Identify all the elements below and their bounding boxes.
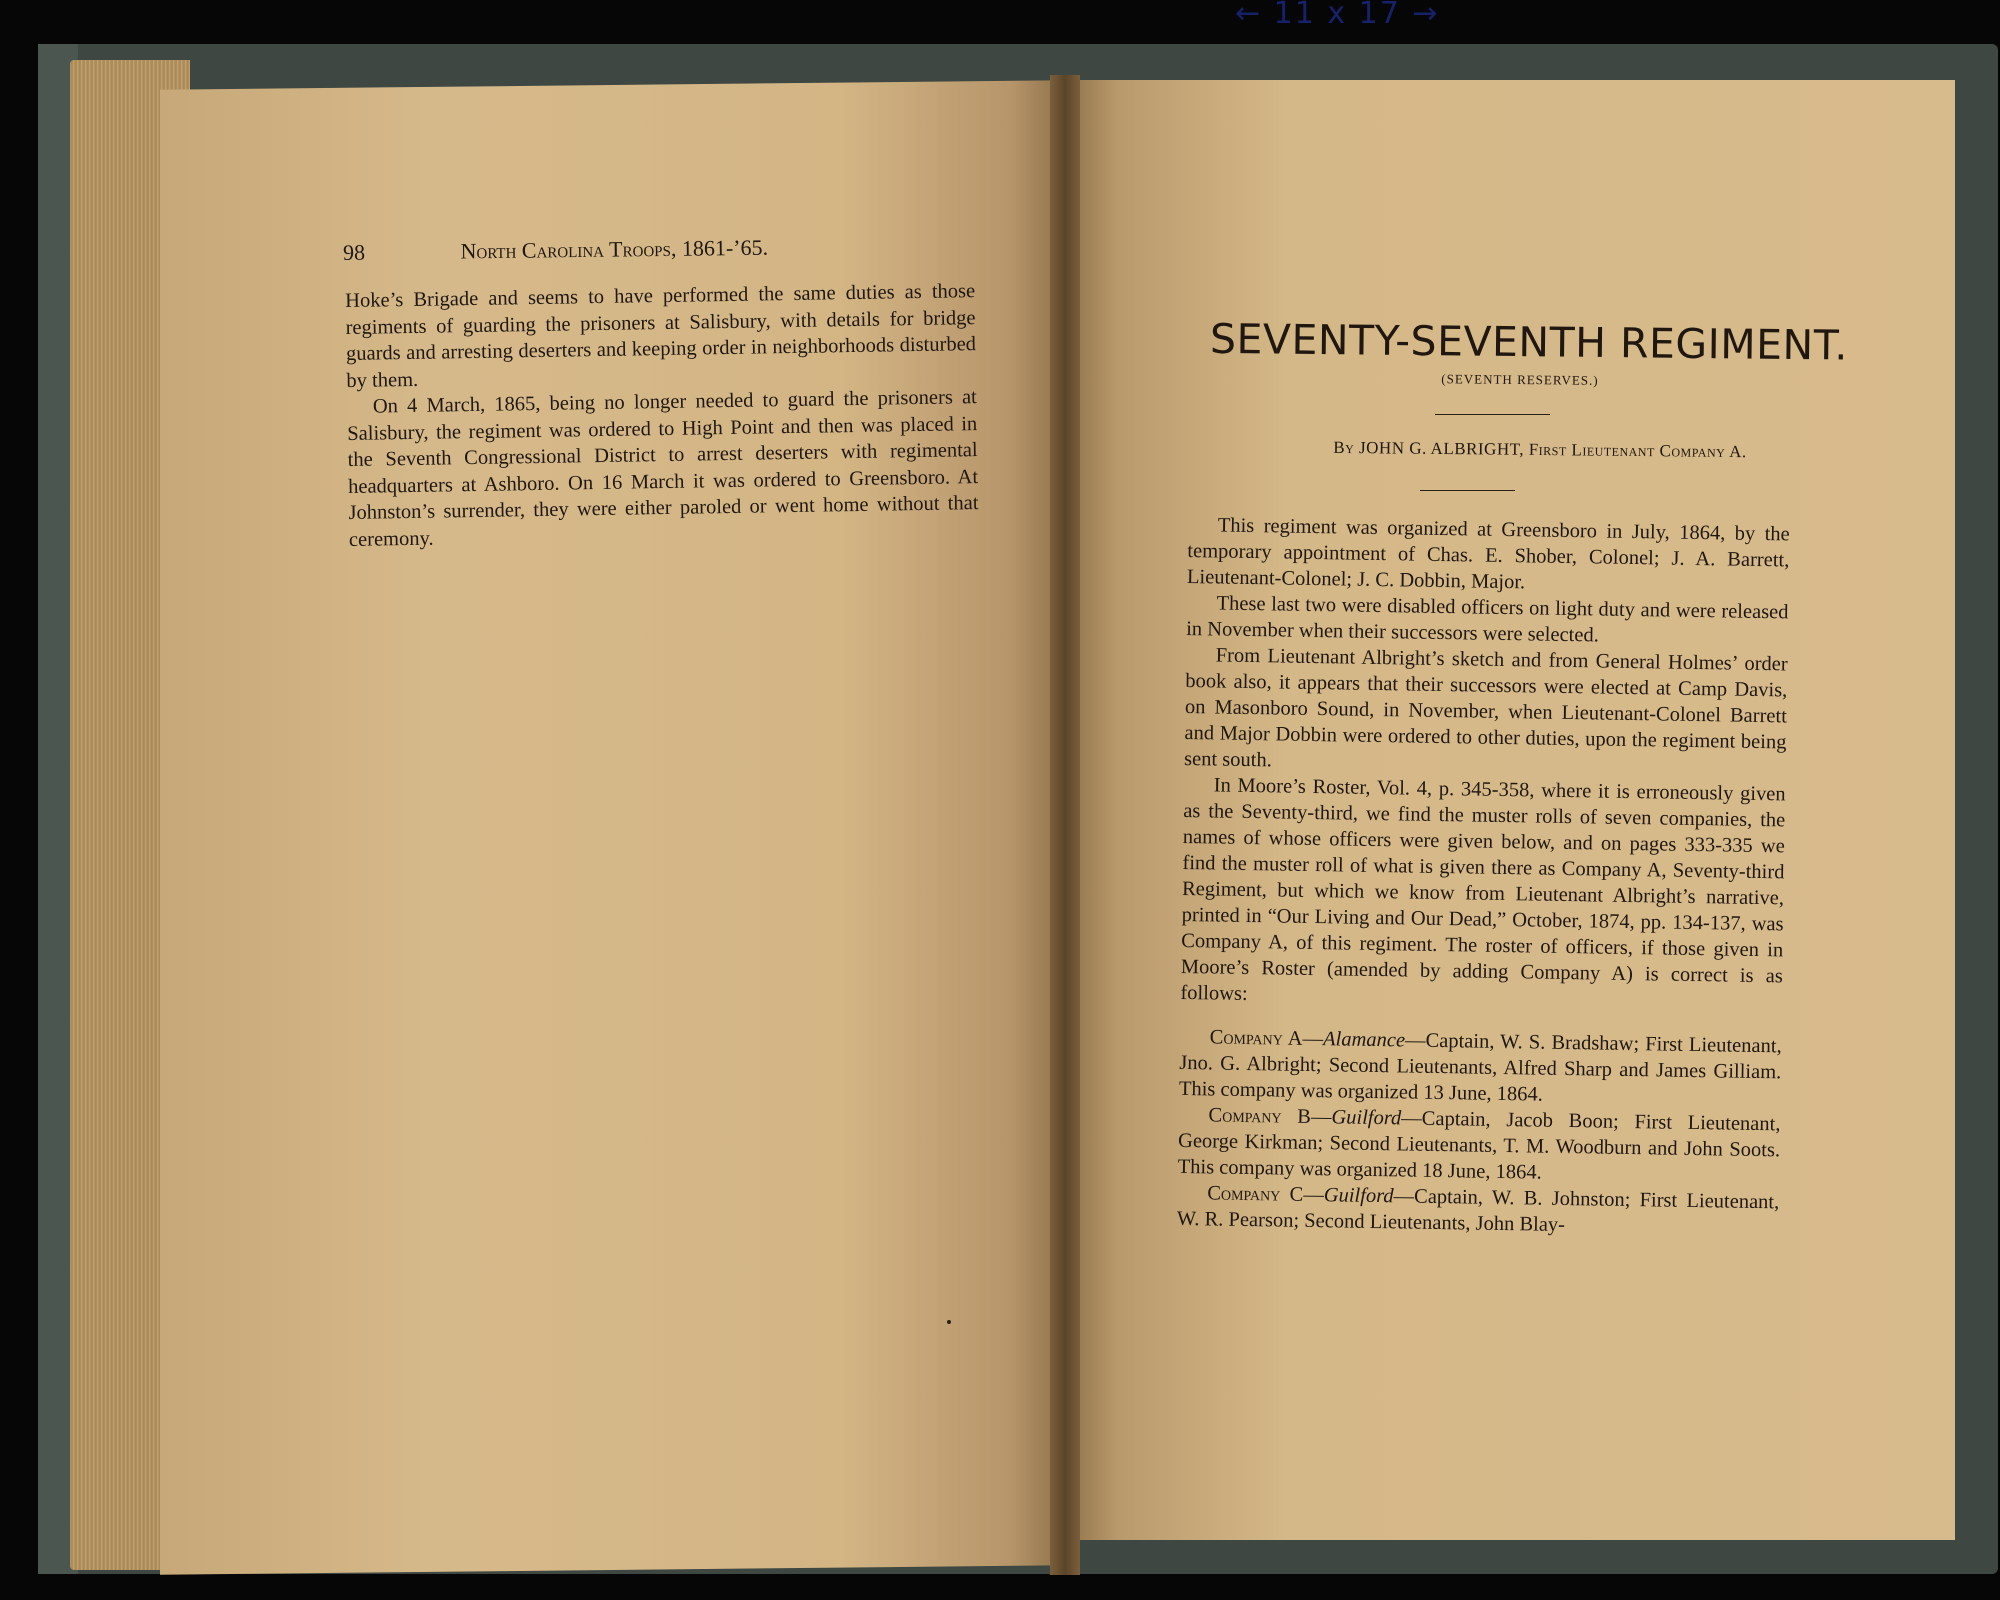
scale-bar-label: ← 11 x 17 → [1235, 0, 1440, 31]
company-entry: Company C—Guilford—Captain, W. B. Johnston; First Lieutenant, W. R. Pearson; Second Lieutenants, John Blay- [1176, 1182, 1780, 1237]
divider-rule [1420, 490, 1515, 491]
byline-name: JOHN G. ALBRIGHT, [1358, 438, 1525, 459]
paragraph: This regiment was organized at Greensboro in July, 1864, by the temporary appointment of Chas. E. Shober, Colonel; J. A. Barrett, Lieutenant-Colonel; J. C. Dobbin, Major. [1186, 514, 1790, 594]
company-label: Company B [1208, 1104, 1312, 1129]
paragraph: From Lieutenant Albright’s sketch and from General Holmes’ order book also, it appears that their successors were elected at Camp Davis, on Masonboro Sound, in November, when Lieutenant-Colonel Barrett and Major Dobbin were ordered to other duties, upon the regiment being sent south. [1183, 644, 1788, 772]
byline-rank: First Lieutenant Company A. [1528, 439, 1747, 462]
chapter-subtitle: (SEVENTH RESERVES.) [1441, 371, 1599, 388]
book-gutter [1050, 75, 1080, 1575]
paragraph: Hoke’s Brigade and seems to have performed the same duties as those regiments of guarding the prisoners at Salisbury, with details for bridge guards and arresting deserters and keeping order in neighborhoods disturbed by them. [345, 280, 977, 392]
right-page-body [1177, 512, 1790, 1241]
page-number: 98 [342, 239, 366, 265]
company-entry: Company A—Alamance—Captain, W. S. Bradshaw; First Lieutenant, Jno. G. Albright; Second Lieutenants, Alfred Sharp and James Gilliam. This company was organized 13 June, 1864. [1178, 1026, 1782, 1106]
paragraph: On 4 March, 1865, being no longer needed to guard the prisoners at Salisbury, the regiment was ordered to High Point and then was placed in the Seventh Congressional District to arrest deserters with regimental headquarters at Ashboro. On 16 March it was ordered to Greensboro. At Johnston’s surrender, they were either paroled or went home without that ceremony. [347, 386, 979, 551]
company-label: Company A [1209, 1026, 1303, 1050]
left-page-body [345, 278, 979, 553]
chapter-title: SEVENTY-SEVENTH REGIMENT. [1209, 314, 1849, 370]
paragraph: These last two were disabled officers on light duty and were released in November when their successors were selected. [1185, 592, 1789, 647]
running-title: North Carolina Troops, 1861-’65. [460, 234, 769, 264]
company-officers: —Captain, Jacob Boon; First Lieutenant, George Kirkman; Second Lieutenants, T. M. Woodburn and John Soots. This company was organized 18 June, 1864. [1177, 1107, 1781, 1184]
company-label: Company C [1207, 1182, 1304, 1206]
company-officers: —Captain, W. B. Johnston; First Lieutenant, W. R. Pearson; Second Lieutenants, John Blay- [1176, 1185, 1780, 1237]
company-county: Guilford [1331, 1106, 1402, 1130]
paragraph: In Moore’s Roster, Vol. 4, p. 345-358, where it is erroneously given as the Seventy-third, we find the muster rolls of seven companies, the names of whose officers were given below, and on pages 333-335 we find the muster roll of what is given there as Company A, Seventy-third Regiment, but which we know from Lieutenant Albright’s narrative, printed in “Our Living and Our Dead,” October, 1874, pp. 134-137, was Company A, of this regiment. The roster of officers, if those given in Moore’s Roster (amended by adding Company A) is correct is as follows: [1180, 774, 1786, 1005]
company-officers: —Captain, W. S. Bradshaw; First Lieutenant, Jno. G. Albright; Second Lieutenants, Alfred Sharp and James Gilliam. This company was organized 13 June, 1864. [1178, 1029, 1782, 1106]
paper-speck [947, 1320, 951, 1324]
company-entry: Company B—Guilford—Captain, Jacob Boon; First Lieutenant, George Kirkman; Second Lieutenants, T. M. Woodburn and John Soots. This company was organized 18 June, 1864. [1177, 1104, 1781, 1184]
company-county: Alamance [1322, 1028, 1406, 1052]
divider-rule [1435, 414, 1550, 415]
byline-prefix: By [1333, 437, 1355, 458]
company-county: Guilford [1323, 1184, 1394, 1208]
